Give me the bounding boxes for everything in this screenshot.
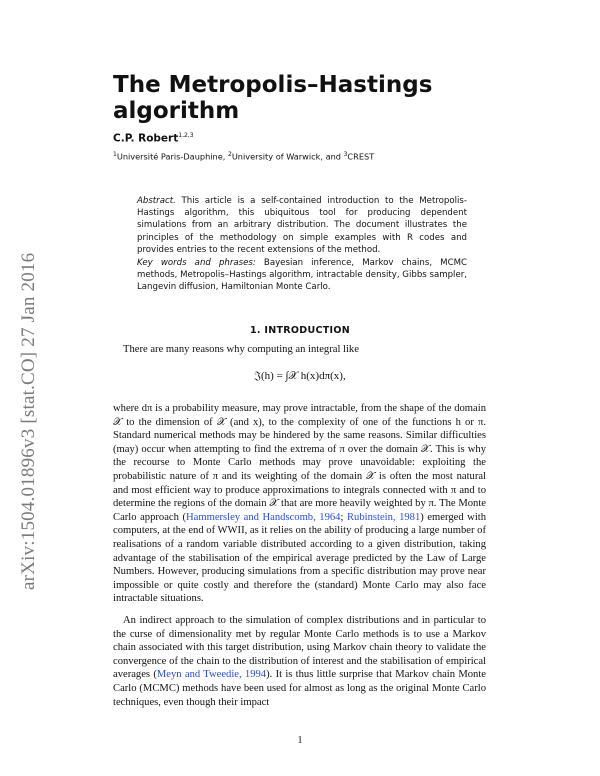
- abstract-body: This article is a self-contained introduction to the Metropolis-Hastings algorithm, this ubiquitous tool for producing dependent simulations from an arbitrary distribution. The document illustrates the principles of the methodology on simple examples with R codes and provides entries to the recent extensions of the method.: [137, 196, 467, 255]
- affiliation-mark: 1: [113, 151, 117, 158]
- arxiv-identifier: arXiv:1504.01896v3 [stat.CO] 27 Jan 2016: [18, 252, 39, 590]
- body-paragraph-2: [113, 614, 486, 709]
- para-text: ). It is thus little surprise that Markov chain Monte Carlo (MCMC) methods have been used for almost as long as the original Monte Carlo techniques, even though their impact: [113, 669, 486, 708]
- page-number: 1: [297, 735, 303, 746]
- abstract: [137, 195, 467, 294]
- affiliations: [113, 151, 374, 162]
- citation-link[interactable]: Meyn and Tweedie, 1994: [156, 669, 267, 681]
- para-text: An indirect approach to the simulation of complex distributions and in particular to the curse of dimensionality met by regular Monte Carlo methods is to use a Markov chain associated with this target distribution, using Markov chain theory to validate the convergence of the chain to the distribution of interest and the stabilisation of empirical averages (: [113, 615, 486, 681]
- affiliation-mark: 2: [227, 151, 232, 158]
- author-name: C.P. Robert: [113, 132, 179, 145]
- affiliation-name: University of Warwick, and: [231, 151, 344, 162]
- para-text: ) emerged with computers, at the end of WWII, as it relies on the ability of producing a large number of realisations of a random variable distributed according to a given distribution, taking advantage of the stabilisation of the empirical average predicted by the Law of Large Numbers. However, producing simulations from a specific distribution may prove near impossible or quite costly and therefore the (standard) Monte Carlo may also face intractable situations.: [113, 511, 487, 605]
- paper-title: The Metropolis–Hastings algorithm: [113, 72, 433, 124]
- affiliation-name: Université Paris-Dauphine,: [116, 151, 228, 162]
- keywords-list: Bayesian inference, Markov chains, MCMC methods, Metropolis–Hastings algorithm, intractable density, Gibbs sampler, Langevin diffusion, Hamiltonian Monte Carlo.: [137, 258, 468, 293]
- abstract-text: [137, 195, 467, 256]
- abstract-label: Abstract.: [137, 196, 176, 206]
- affiliation-name: CREST: [347, 151, 375, 162]
- citation-link[interactable]: Hammersley and Handscomb, 1964: [185, 511, 341, 523]
- keywords-label: Key words and phrases:: [137, 258, 256, 269]
- intro-lead: There are many reasons why computing an integral like: [123, 344, 359, 355]
- keywords: [137, 257, 467, 294]
- para-text: where dπ is a probability measure, may prove intractable, from the shape of the domain 𝒳 to the dimension of 𝒳 (and x), to the complexity of one of the functions h or π. Standard numerical methods may be hindered by the same reasons. Similar difficulties (may) occur when attempting to find the extrema of π over the domain 𝒳. This is why the recourse to Monte Carlo methods may prove unavoidable: exploiting the probabilistic nature of π and its weighting of the domain 𝒳 is often the most natural and most efficient way to produce approximations to integrals connected with π and to determine the regions of the domain 𝒳 that are more heavily weighted by π. The Monte Carlo approach (: [113, 403, 486, 523]
- para-text: ;: [340, 511, 347, 523]
- integral-equation: 𝔍(h) = ∫𝒳 h(x)dπ(x),: [254, 370, 346, 382]
- section-heading: 1. INTRODUCTION: [250, 325, 350, 336]
- body-paragraph-1: [113, 402, 486, 606]
- author: [113, 132, 194, 145]
- author-affiliation-marks: 1,2,3: [178, 132, 194, 139]
- intro-paragraph: [113, 343, 486, 357]
- affiliation-mark: 3: [343, 151, 348, 158]
- citation-link[interactable]: Rubinstein, 1981: [346, 511, 421, 523]
